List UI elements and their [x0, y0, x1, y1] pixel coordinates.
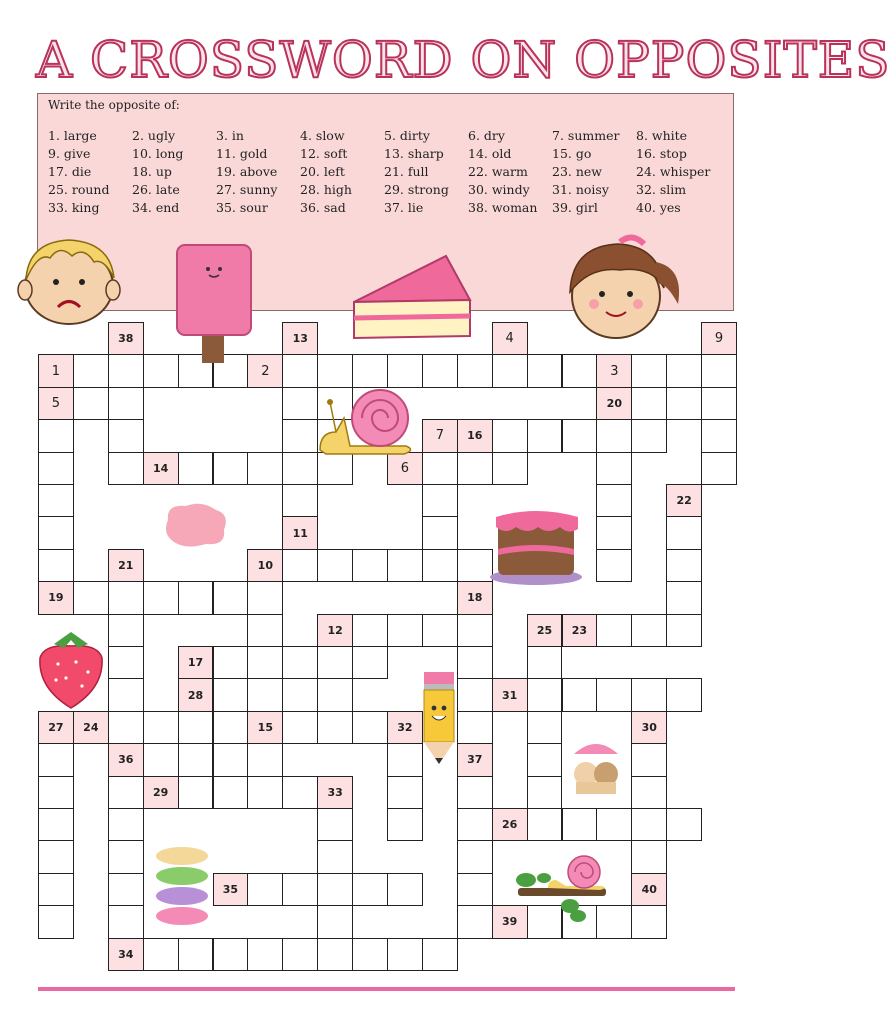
clue-item: 22. warm [468, 164, 528, 179]
instructions: Write the opposite of: [48, 98, 180, 112]
answer-cell[interactable] [387, 549, 423, 582]
numbered-cell [143, 452, 179, 485]
answer-cell[interactable] [108, 452, 144, 485]
answer-cell[interactable] [38, 776, 74, 809]
answer-cell[interactable] [527, 354, 563, 387]
answer-cell[interactable] [527, 419, 563, 452]
answer-cell[interactable] [178, 776, 214, 809]
numbered-cell [631, 873, 667, 906]
answer-cell[interactable] [38, 905, 74, 938]
answer-cell[interactable] [247, 776, 283, 809]
answer-cell[interactable] [73, 581, 109, 614]
clue-number: 40 [641, 882, 657, 896]
clue-item: 2. ugly [132, 128, 176, 143]
clue-item: 39. girl [552, 200, 598, 215]
clue-number: 17 [187, 656, 204, 670]
answer-cell[interactable] [631, 614, 667, 647]
clue-number: 32 [397, 720, 413, 734]
answer-cell[interactable] [108, 581, 144, 614]
numbered-cell [282, 322, 318, 355]
cake-slice-icon [350, 252, 474, 342]
answer-cell[interactable] [562, 354, 598, 387]
answer-cell[interactable] [282, 711, 318, 744]
answer-cell[interactable] [492, 419, 528, 452]
answer-cell[interactable] [457, 711, 493, 744]
answer-cell[interactable] [143, 743, 179, 776]
clue-item: 12. soft [300, 146, 348, 161]
clue-item: 9. give [48, 146, 91, 161]
clue-item: 26. late [132, 182, 180, 197]
numbered-cell [457, 419, 493, 452]
answer-cell[interactable] [247, 581, 283, 614]
answer-cell[interactable] [492, 452, 528, 485]
answer-cell[interactable] [282, 678, 318, 711]
answer-cell[interactable] [352, 614, 388, 647]
answer-cell[interactable] [108, 419, 144, 452]
clue-item: 31. noisy [552, 182, 609, 197]
answer-cell[interactable] [317, 840, 353, 873]
answer-cell[interactable] [213, 646, 249, 679]
numbered-cell [38, 354, 74, 387]
answer-cell[interactable] [73, 387, 109, 420]
answer-cell[interactable] [631, 743, 667, 776]
clue-number: 4 [505, 331, 514, 347]
answer-cell[interactable] [387, 354, 423, 387]
numbered-cell [387, 711, 423, 744]
answer-cell[interactable] [247, 873, 283, 906]
pink-popsicle-icon [174, 243, 254, 365]
answer-cell[interactable] [317, 905, 353, 938]
answer-cell[interactable] [178, 452, 214, 485]
clue-number: 2 [261, 363, 270, 379]
answer-cell[interactable] [666, 581, 702, 614]
answer-cell[interactable] [631, 905, 667, 938]
numbered-cell [38, 581, 74, 614]
answer-cell[interactable] [108, 711, 144, 744]
answer-cell[interactable] [247, 938, 283, 971]
clue-item: 16. stop [636, 146, 687, 161]
answer-cell[interactable] [666, 549, 702, 582]
answer-cell[interactable] [422, 354, 458, 387]
clue-number: 26 [501, 818, 518, 832]
clue-item: 10. long [132, 146, 184, 161]
clue-item: 14. old [468, 146, 512, 161]
answer-cell[interactable] [247, 743, 283, 776]
answer-cell[interactable] [282, 646, 318, 679]
macarons-icon [154, 846, 210, 928]
clue-item: 1. large [48, 128, 97, 143]
answer-cell[interactable] [213, 581, 249, 614]
layer-cake-icon [488, 505, 586, 587]
answer-cell[interactable] [387, 808, 423, 841]
answer-cell[interactable] [387, 776, 423, 809]
answer-cell[interactable] [631, 840, 667, 873]
numbered-cell [492, 322, 528, 355]
answer-cell[interactable] [143, 581, 179, 614]
answer-cell[interactable] [387, 614, 423, 647]
answer-cell[interactable] [178, 938, 214, 971]
answer-cell[interactable] [38, 840, 74, 873]
clue-number: 7 [435, 428, 444, 444]
answer-cell[interactable] [282, 354, 318, 387]
numbered-cell [701, 322, 737, 355]
answer-cell[interactable] [247, 678, 283, 711]
clue-number: 14 [152, 461, 169, 475]
answer-cell[interactable] [457, 678, 493, 711]
answer-cell[interactable] [38, 452, 74, 485]
answer-cell[interactable] [108, 873, 144, 906]
smiling-girl-face-icon [560, 232, 686, 344]
answer-cell[interactable] [457, 840, 493, 873]
clue-number: 21 [118, 558, 134, 572]
bottom-divider [38, 987, 735, 991]
clue-item: 13. sharp [384, 146, 444, 161]
clue-number: 28 [187, 688, 204, 702]
answer-cell[interactable] [282, 938, 318, 971]
numbered-cell [108, 938, 144, 971]
answer-cell[interactable] [247, 646, 283, 679]
clue-number: 24 [83, 720, 99, 734]
answer-cell[interactable] [422, 614, 458, 647]
clue-number: 16 [467, 429, 483, 443]
answer-cell[interactable] [317, 808, 353, 841]
answer-cell[interactable] [317, 549, 353, 582]
answer-cell[interactable] [596, 452, 632, 485]
clue-item: 34. end [132, 200, 180, 215]
answer-cell[interactable] [596, 516, 632, 549]
answer-cell[interactable] [387, 873, 423, 906]
answer-cell[interactable] [38, 549, 74, 582]
answer-cell[interactable] [527, 808, 563, 841]
pink-snail-icon [316, 388, 422, 456]
clue-item: 7. summer [552, 128, 620, 143]
answer-cell[interactable] [108, 646, 144, 679]
answer-cell[interactable] [422, 549, 458, 582]
clue-item: 30. windy [468, 182, 530, 197]
answer-cell[interactable] [701, 419, 737, 452]
answer-cell[interactable] [282, 387, 318, 420]
answer-cell[interactable] [631, 419, 667, 452]
answer-cell[interactable] [247, 614, 283, 647]
answer-cell[interactable] [178, 581, 214, 614]
answer-cell[interactable] [387, 938, 423, 971]
pencil-icon [420, 670, 458, 766]
answer-cell[interactable] [666, 614, 702, 647]
numbered-cell [317, 776, 353, 809]
numbered-cell [247, 711, 283, 744]
clue-item: 25. round [48, 182, 110, 197]
answer-cell[interactable] [527, 776, 563, 809]
answer-cell[interactable] [317, 646, 353, 679]
answer-cell[interactable] [213, 938, 249, 971]
answer-cell[interactable] [596, 678, 632, 711]
clue-item: 33. king [48, 200, 100, 215]
answer-cell[interactable] [457, 452, 493, 485]
clue-number: 3 [610, 363, 619, 379]
answer-cell[interactable] [108, 808, 144, 841]
answer-cell[interactable] [631, 808, 667, 841]
numbered-cell [143, 776, 179, 809]
clue-item: 17. die [48, 164, 92, 179]
answer-cell[interactable] [108, 840, 144, 873]
clue-number: 37 [467, 753, 483, 767]
clue-item: 38. woman [468, 200, 538, 215]
answer-cell[interactable] [701, 452, 737, 485]
answer-cell[interactable] [562, 419, 598, 452]
clue-item: 15. go [552, 146, 592, 161]
answer-cell[interactable] [701, 354, 737, 387]
clue-number: 27 [48, 720, 64, 734]
clue-item: 20. left [300, 164, 345, 179]
clue-number: 31 [501, 688, 518, 702]
answer-cell[interactable] [527, 678, 563, 711]
answer-cell[interactable] [282, 452, 318, 485]
answer-cell[interactable] [352, 711, 388, 744]
answer-cell[interactable] [457, 873, 493, 906]
answer-cell[interactable] [527, 646, 563, 679]
answer-cell[interactable] [108, 614, 144, 647]
numbered-cell [73, 711, 109, 744]
numbered-cell [38, 387, 74, 420]
answer-cell[interactable] [317, 354, 353, 387]
clue-number: 34 [118, 947, 134, 961]
answer-cell[interactable] [213, 711, 249, 744]
clue-number: 18 [467, 591, 483, 605]
answer-cell[interactable] [666, 678, 702, 711]
answer-cell[interactable] [108, 354, 144, 387]
clue-number: 25 [536, 623, 553, 637]
snail-on-branch-icon [512, 850, 612, 926]
answer-cell[interactable] [562, 808, 598, 841]
answer-cell[interactable] [701, 387, 737, 420]
answer-cell[interactable] [317, 873, 353, 906]
clue-item: 40. yes [636, 200, 681, 215]
clue-number: 22 [676, 494, 692, 508]
answer-cell[interactable] [282, 484, 318, 517]
answer-cell[interactable] [317, 452, 353, 485]
answer-cell[interactable] [596, 614, 632, 647]
sad-boy-face-icon [14, 232, 124, 328]
clue-item: 21. full [384, 164, 429, 179]
answer-cell[interactable] [387, 743, 423, 776]
clue-item: 28. high [300, 182, 352, 197]
answer-cell[interactable] [631, 776, 667, 809]
numbered-cell [492, 808, 528, 841]
numbered-cell [631, 711, 667, 744]
answer-cell[interactable] [317, 938, 353, 971]
numbered-cell [108, 743, 144, 776]
strawberry-icon [36, 628, 106, 710]
numbered-cell [178, 646, 214, 679]
answer-cell[interactable] [422, 516, 458, 549]
answer-cell[interactable] [562, 678, 598, 711]
answer-cell[interactable] [527, 743, 563, 776]
answer-cell[interactable] [282, 776, 318, 809]
answer-cell[interactable] [143, 711, 179, 744]
clue-number: 23 [571, 623, 588, 637]
answer-cell[interactable] [352, 354, 388, 387]
answer-cell[interactable] [143, 938, 179, 971]
numbered-cell [108, 549, 144, 582]
numbered-cell [492, 678, 528, 711]
clue-item: 35. sour [216, 200, 268, 215]
clue-item: 36. sad [300, 200, 346, 215]
clue-item: 6. dry [468, 128, 505, 143]
answer-cell[interactable] [282, 549, 318, 582]
answer-cell[interactable] [38, 516, 74, 549]
numbered-cell [247, 549, 283, 582]
answer-cell[interactable] [178, 743, 214, 776]
numbered-cell [596, 387, 632, 420]
answer-cell[interactable] [108, 905, 144, 938]
answer-cell[interactable] [282, 873, 318, 906]
answer-cell[interactable] [457, 354, 493, 387]
answer-cell[interactable] [352, 646, 388, 679]
answer-cell[interactable] [457, 776, 493, 809]
numbered-cell [562, 614, 598, 647]
clue-number: 10 [257, 558, 273, 572]
clue-number: 20 [606, 396, 622, 410]
clue-number: 12 [327, 623, 343, 637]
answer-cell[interactable] [213, 452, 249, 485]
clue-number: 5 [51, 395, 61, 411]
numbered-cell [317, 614, 353, 647]
answer-cell[interactable] [108, 776, 144, 809]
bunny-cupcake-icon [570, 738, 622, 796]
answer-cell[interactable] [527, 711, 563, 744]
answer-cell[interactable] [596, 808, 632, 841]
clue-item: 4. slow [300, 128, 345, 143]
answer-cell[interactable] [38, 873, 74, 906]
clue-item: 29. strong [384, 182, 449, 197]
answer-cell[interactable] [213, 743, 249, 776]
clue-item: 11. gold [216, 146, 268, 161]
answer-cell[interactable] [73, 354, 109, 387]
answer-cell[interactable] [352, 938, 388, 971]
numbered-cell [596, 354, 632, 387]
clue-number: 15 [257, 720, 273, 734]
answer-cell[interactable] [317, 711, 353, 744]
clue-item: 18. up [132, 164, 172, 179]
answer-cell[interactable] [631, 678, 667, 711]
clue-number: 9 [714, 331, 724, 347]
numbered-cell [527, 614, 563, 647]
numbered-cell [38, 711, 74, 744]
answer-cell[interactable] [631, 354, 667, 387]
clue-item: 27. sunny [216, 182, 278, 197]
answer-cell[interactable] [317, 678, 353, 711]
answer-cell[interactable] [666, 387, 702, 420]
answer-cell[interactable] [422, 484, 458, 517]
answer-cell[interactable] [108, 387, 144, 420]
answer-cell[interactable] [596, 484, 632, 517]
answer-cell[interactable] [492, 354, 528, 387]
answer-cell[interactable] [457, 614, 493, 647]
numbered-cell [282, 516, 318, 549]
numbered-cell [457, 743, 493, 776]
answer-cell[interactable] [108, 678, 144, 711]
answer-cell[interactable] [352, 549, 388, 582]
pink-blob-icon [162, 500, 230, 550]
clue-item: 32. slim [636, 182, 687, 197]
clue-number: 19 [48, 591, 64, 605]
answer-cell[interactable] [666, 808, 702, 841]
answer-cell[interactable] [422, 452, 458, 485]
clue-item: 5. dirty [384, 128, 430, 143]
numbered-cell [387, 452, 423, 485]
answer-cell[interactable] [38, 419, 74, 452]
clue-number: 30 [641, 720, 657, 734]
answer-cell[interactable] [178, 711, 214, 744]
clue-number: 11 [292, 526, 308, 540]
clue-item: 8. white [636, 128, 688, 143]
clue-number: 29 [152, 785, 169, 799]
answer-cell[interactable] [666, 354, 702, 387]
clue-number: 35 [222, 882, 239, 896]
answer-cell[interactable] [38, 484, 74, 517]
clue-item: 3. in [216, 128, 244, 143]
answer-cell[interactable] [596, 419, 632, 452]
answer-cell[interactable] [352, 873, 388, 906]
answer-cell[interactable] [213, 776, 249, 809]
answer-cell[interactable] [282, 419, 318, 452]
clue-number: 36 [118, 753, 134, 767]
clue-item: 23. new [552, 164, 602, 179]
answer-cell[interactable] [457, 905, 493, 938]
answer-cell[interactable] [596, 549, 632, 582]
clue-item: 19. above [216, 164, 278, 179]
answer-cell[interactable] [38, 808, 74, 841]
answer-cell[interactable] [422, 938, 458, 971]
page-title: A CROSSWORD ON OPPOSITES [36, 31, 891, 89]
answer-cell[interactable] [457, 808, 493, 841]
numbered-cell [213, 873, 249, 906]
numbered-cell [666, 484, 702, 517]
clue-number: 13 [292, 332, 308, 346]
clue-number: 33 [327, 785, 343, 799]
numbered-cell [422, 419, 458, 452]
clue-item: 24. whisper [636, 164, 711, 179]
clue-number: 6 [400, 460, 410, 476]
numbered-cell [178, 678, 214, 711]
answer-cell[interactable] [457, 646, 493, 679]
answer-cell[interactable] [213, 678, 249, 711]
answer-cell[interactable] [631, 387, 667, 420]
answer-cell[interactable] [38, 743, 74, 776]
clue-number: 38 [118, 332, 134, 346]
answer-cell[interactable] [666, 516, 702, 549]
clue-item: 37. lie [384, 200, 424, 215]
answer-cell[interactable] [247, 452, 283, 485]
clue-number: 39 [501, 915, 518, 929]
clue-number: 1 [51, 363, 61, 379]
